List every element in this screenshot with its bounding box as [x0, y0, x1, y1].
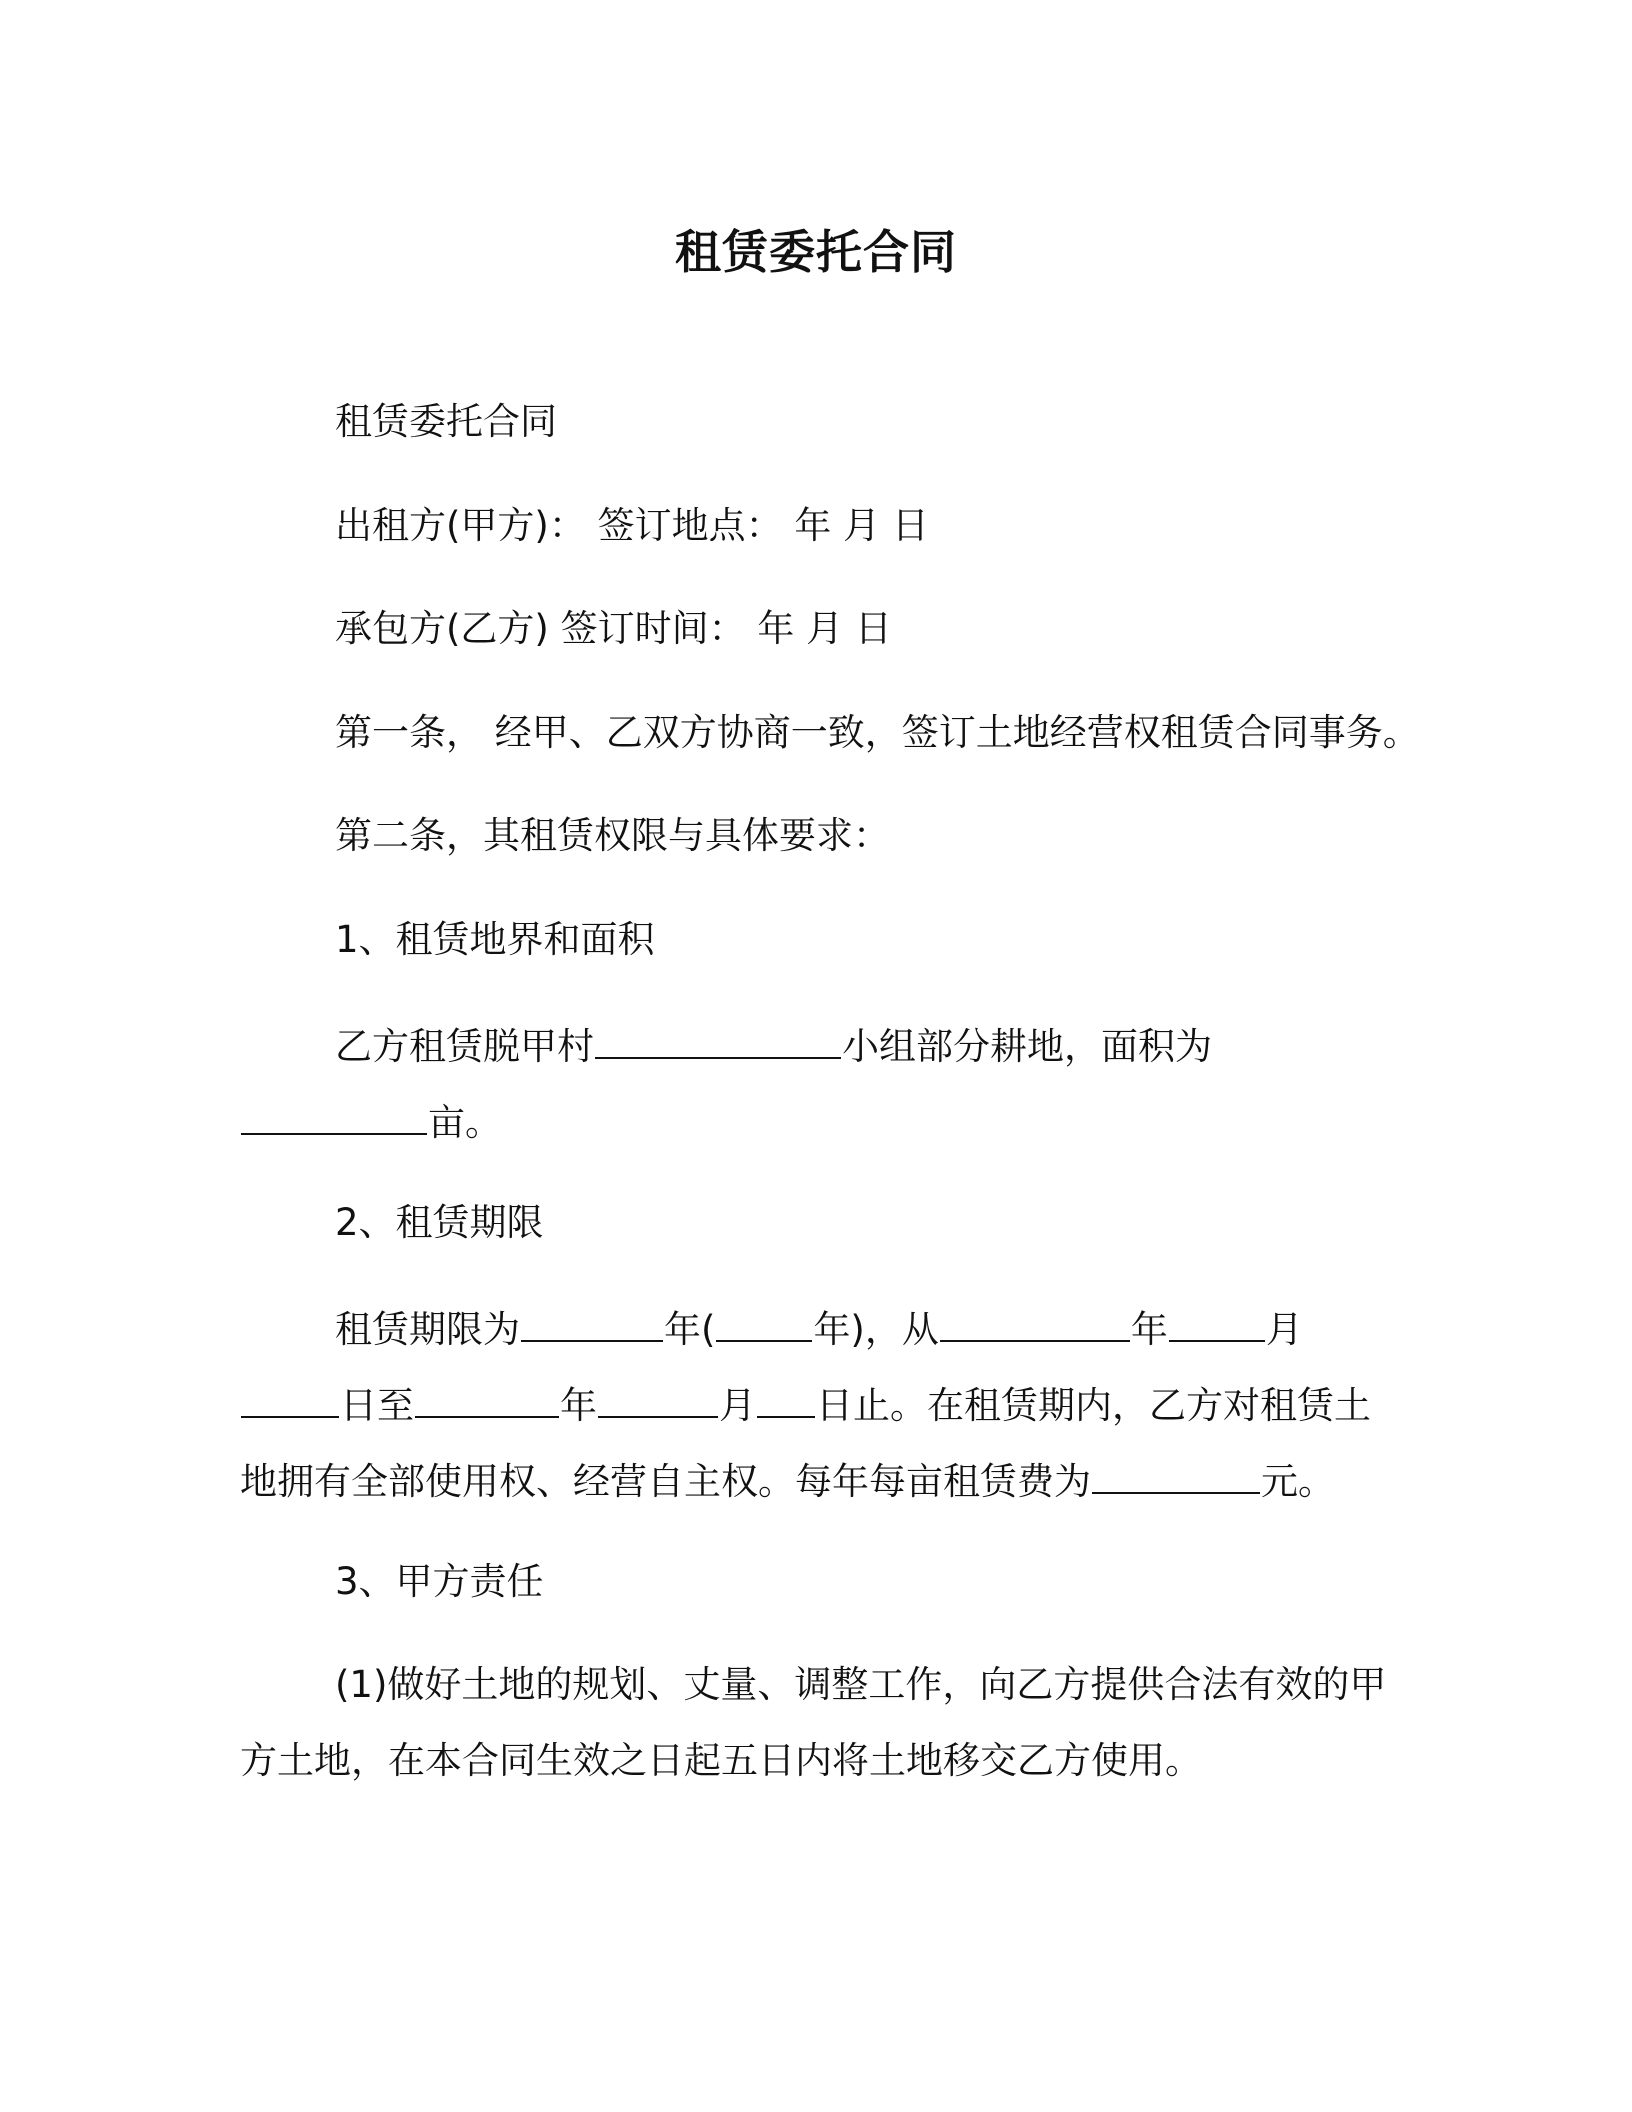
start-month-blank: [1169, 1300, 1265, 1342]
section-2-line-3: [240, 1452, 1420, 1508]
text-segment: 年: [560, 1384, 597, 1427]
text-segment: 年(: [664, 1308, 716, 1351]
end-day-blank: [757, 1376, 815, 1418]
text-segment: 租赁期限为: [335, 1308, 520, 1351]
text-segment: 月: [1265, 1308, 1303, 1351]
section-3-line-2: 方土地，在本合同生效之日起五日内将土地移交乙方使用。: [240, 1739, 1202, 1782]
article-1: 第一条， 经甲、乙双方协商一致，签订土地经营权租赁合同事务。: [335, 711, 1420, 754]
party-a-line: 出租方(甲方)： 签订地点： 年 月 日: [335, 504, 929, 547]
document-title: 租赁委托合同: [675, 225, 957, 279]
area-blank: [241, 1093, 427, 1135]
start-day-blank: [241, 1376, 339, 1418]
text-segment: 元。: [1261, 1460, 1335, 1503]
section-1-heading: 1、租赁地界和面积: [335, 918, 655, 961]
section-3-line-1: (1)做好土地的规划、丈量、调整工作，向乙方提供合法有效的甲: [335, 1663, 1387, 1706]
section-3-heading: 3、甲方责任: [335, 1560, 544, 1603]
text-segment: 乙方租赁脱甲村: [335, 1025, 594, 1068]
section-2-heading: 2、租赁期限: [335, 1201, 544, 1244]
article-2: 第二条，其租赁权限与具体要求：: [335, 814, 890, 857]
section-2-line-2: [240, 1376, 1420, 1432]
text-segment: 地拥有全部使用权、经营自主权。每年每亩租赁费为: [240, 1460, 1091, 1503]
text-segment: 小组部分耕地，面积为: [842, 1025, 1212, 1068]
text-segment: 日至: [340, 1384, 414, 1427]
text-segment: 年)，从: [813, 1308, 939, 1351]
section-1-paragraph-line-1: [335, 1017, 1515, 1073]
subtitle: 租赁委托合同: [335, 400, 557, 443]
village-group-blank: [595, 1017, 841, 1059]
end-month-blank: [598, 1376, 718, 1418]
text-segment: 日止。在租赁期内，乙方对租赁土: [816, 1384, 1371, 1427]
term-years-blank: [521, 1300, 663, 1342]
text-segment: 亩。: [428, 1101, 502, 1144]
end-year-blank: [415, 1376, 559, 1418]
start-year-blank: [940, 1300, 1130, 1342]
text-segment: 月: [719, 1384, 756, 1427]
section-1-paragraph-line-2: [240, 1093, 1420, 1149]
term-years-words-blank: [716, 1300, 812, 1342]
party-b-line: 承包方(乙方) 签订时间： 年 月 日: [335, 607, 892, 650]
section-2-line-1: [335, 1300, 1515, 1356]
annual-fee-blank: [1092, 1452, 1260, 1494]
text-segment: 年: [1130, 1308, 1168, 1351]
